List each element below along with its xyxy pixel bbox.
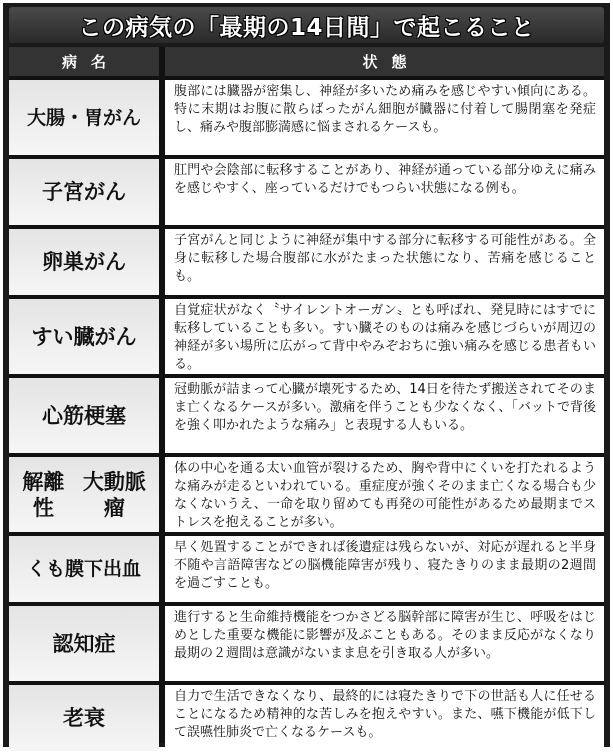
table-row (9, 378, 604, 453)
title-bar (9, 7, 604, 43)
disease-name: 子宮がん (42, 180, 126, 204)
disease-state-text: 自力で生活できなくなり、最終的には寝たきりで下の世話も人に任せることになるため精神的な苦しみを抱えやすい。また、嚥下機能が低下して誤嚥性肺炎で亡くなるケースも。 (165, 685, 604, 751)
disease-name: 認知症 (52, 631, 116, 656)
table-row (9, 299, 604, 374)
disease-name-cell (9, 299, 159, 374)
disease-name-cell (9, 80, 159, 155)
disease-state-text: 自覚症状がなく〝サイレントオーガン〟とも呼ばれ、発見時にはすでに転移していることも多い。すい臓そのものは痛みを感じづらいが周辺の神経が多い場所に広がって背中やみぞおちに強い痛みを感じる患者もいる。 (165, 299, 604, 374)
disease-name-cell (9, 159, 159, 225)
disease-name-cell (9, 457, 159, 532)
disease-state-text: 冠動脈が詰まって心臓が壊死するため、14日を待たず搬送されてそのまま亡くなるケースが多い。激痛を伴うことも少なくなく、「バットで背後を強く叩かれたような痛み」と表現する人もいる。 (165, 378, 604, 453)
disease-name-cell (9, 685, 159, 751)
disease-table (9, 47, 604, 743)
table-body (9, 80, 604, 755)
disease-name: 大動脈瘤 (82, 469, 146, 520)
disease-name-cell (9, 229, 159, 295)
disease-name: くも膜下出血 (26, 558, 141, 580)
table-row (9, 229, 604, 295)
disease-name-cell (9, 536, 159, 602)
disease-name: 卵巣がん (42, 250, 126, 274)
disease-name: すい臓がん (31, 324, 137, 349)
table-row (9, 80, 604, 155)
column-header-name: 病名 (9, 47, 159, 76)
disease-state-text: 肛門や会陰部に転移することがあり、神経が通っている部分ゆえに痛みを感じやすく、座っているだけでもつらい状態になる例も。 (165, 159, 604, 225)
table-row (9, 606, 604, 681)
table-header (9, 47, 604, 76)
page-title: この病気の「最期の14日間」で起こること (78, 14, 535, 41)
table-row (9, 159, 604, 225)
infographic-frame (3, 3, 610, 747)
disease-state-text: 体の中心を通る太い血管が裂けるため、胸や背中にくいを打たれるような痛みが走るといわれている。重症度が強くそのまま亡くなる場合も少なくないうえ、一命を取り留めても再発の可能性があるため最期までストレスを抱えることが多い。 (165, 457, 604, 532)
table-row (9, 685, 604, 751)
column-header-state: 状態 (165, 47, 604, 76)
table-row (9, 536, 604, 602)
disease-name: 心筋梗塞 (42, 403, 126, 428)
disease-state-text: 進行すると生命維持機能をつかさどる脳幹部に障害が生じ、呼吸をはじめとした重要な機能に影響が及ぶこともある。そのまま反応がなくなり最期の２週間は意識がないまま息を引き取る人が多い。 (165, 606, 604, 681)
disease-name: 大腸・胃がん (26, 106, 141, 129)
disease-name-cell (9, 606, 159, 681)
disease-state-text: 腹部には臓器が密集し、神経が多いため痛みを感じやすい傾向にある。特に末期はお腹に散らばったがん細胞が臓器に付着して腸閉塞を発症し、痛みや腹部膨満感に悩まされるケースも。 (165, 80, 604, 155)
disease-state-text: 早く処置することができれば後遺症は残らないが、対応が遅れると半身不随や言語障害などの脳機能障害が残り、寝たきりのまま最期の2週間を過ごすことも。 (165, 536, 604, 602)
disease-name-cell (9, 378, 159, 453)
disease-name: 解離性 (22, 469, 65, 520)
table-row (9, 457, 604, 532)
disease-name: 老衰 (63, 706, 105, 730)
disease-state-text: 子宮がんと同じように神経が集中する部分に転移する可能性がある。全身に転移した場合腹部に水がたまった状態になり、苦痛を感じることも。 (165, 229, 604, 295)
